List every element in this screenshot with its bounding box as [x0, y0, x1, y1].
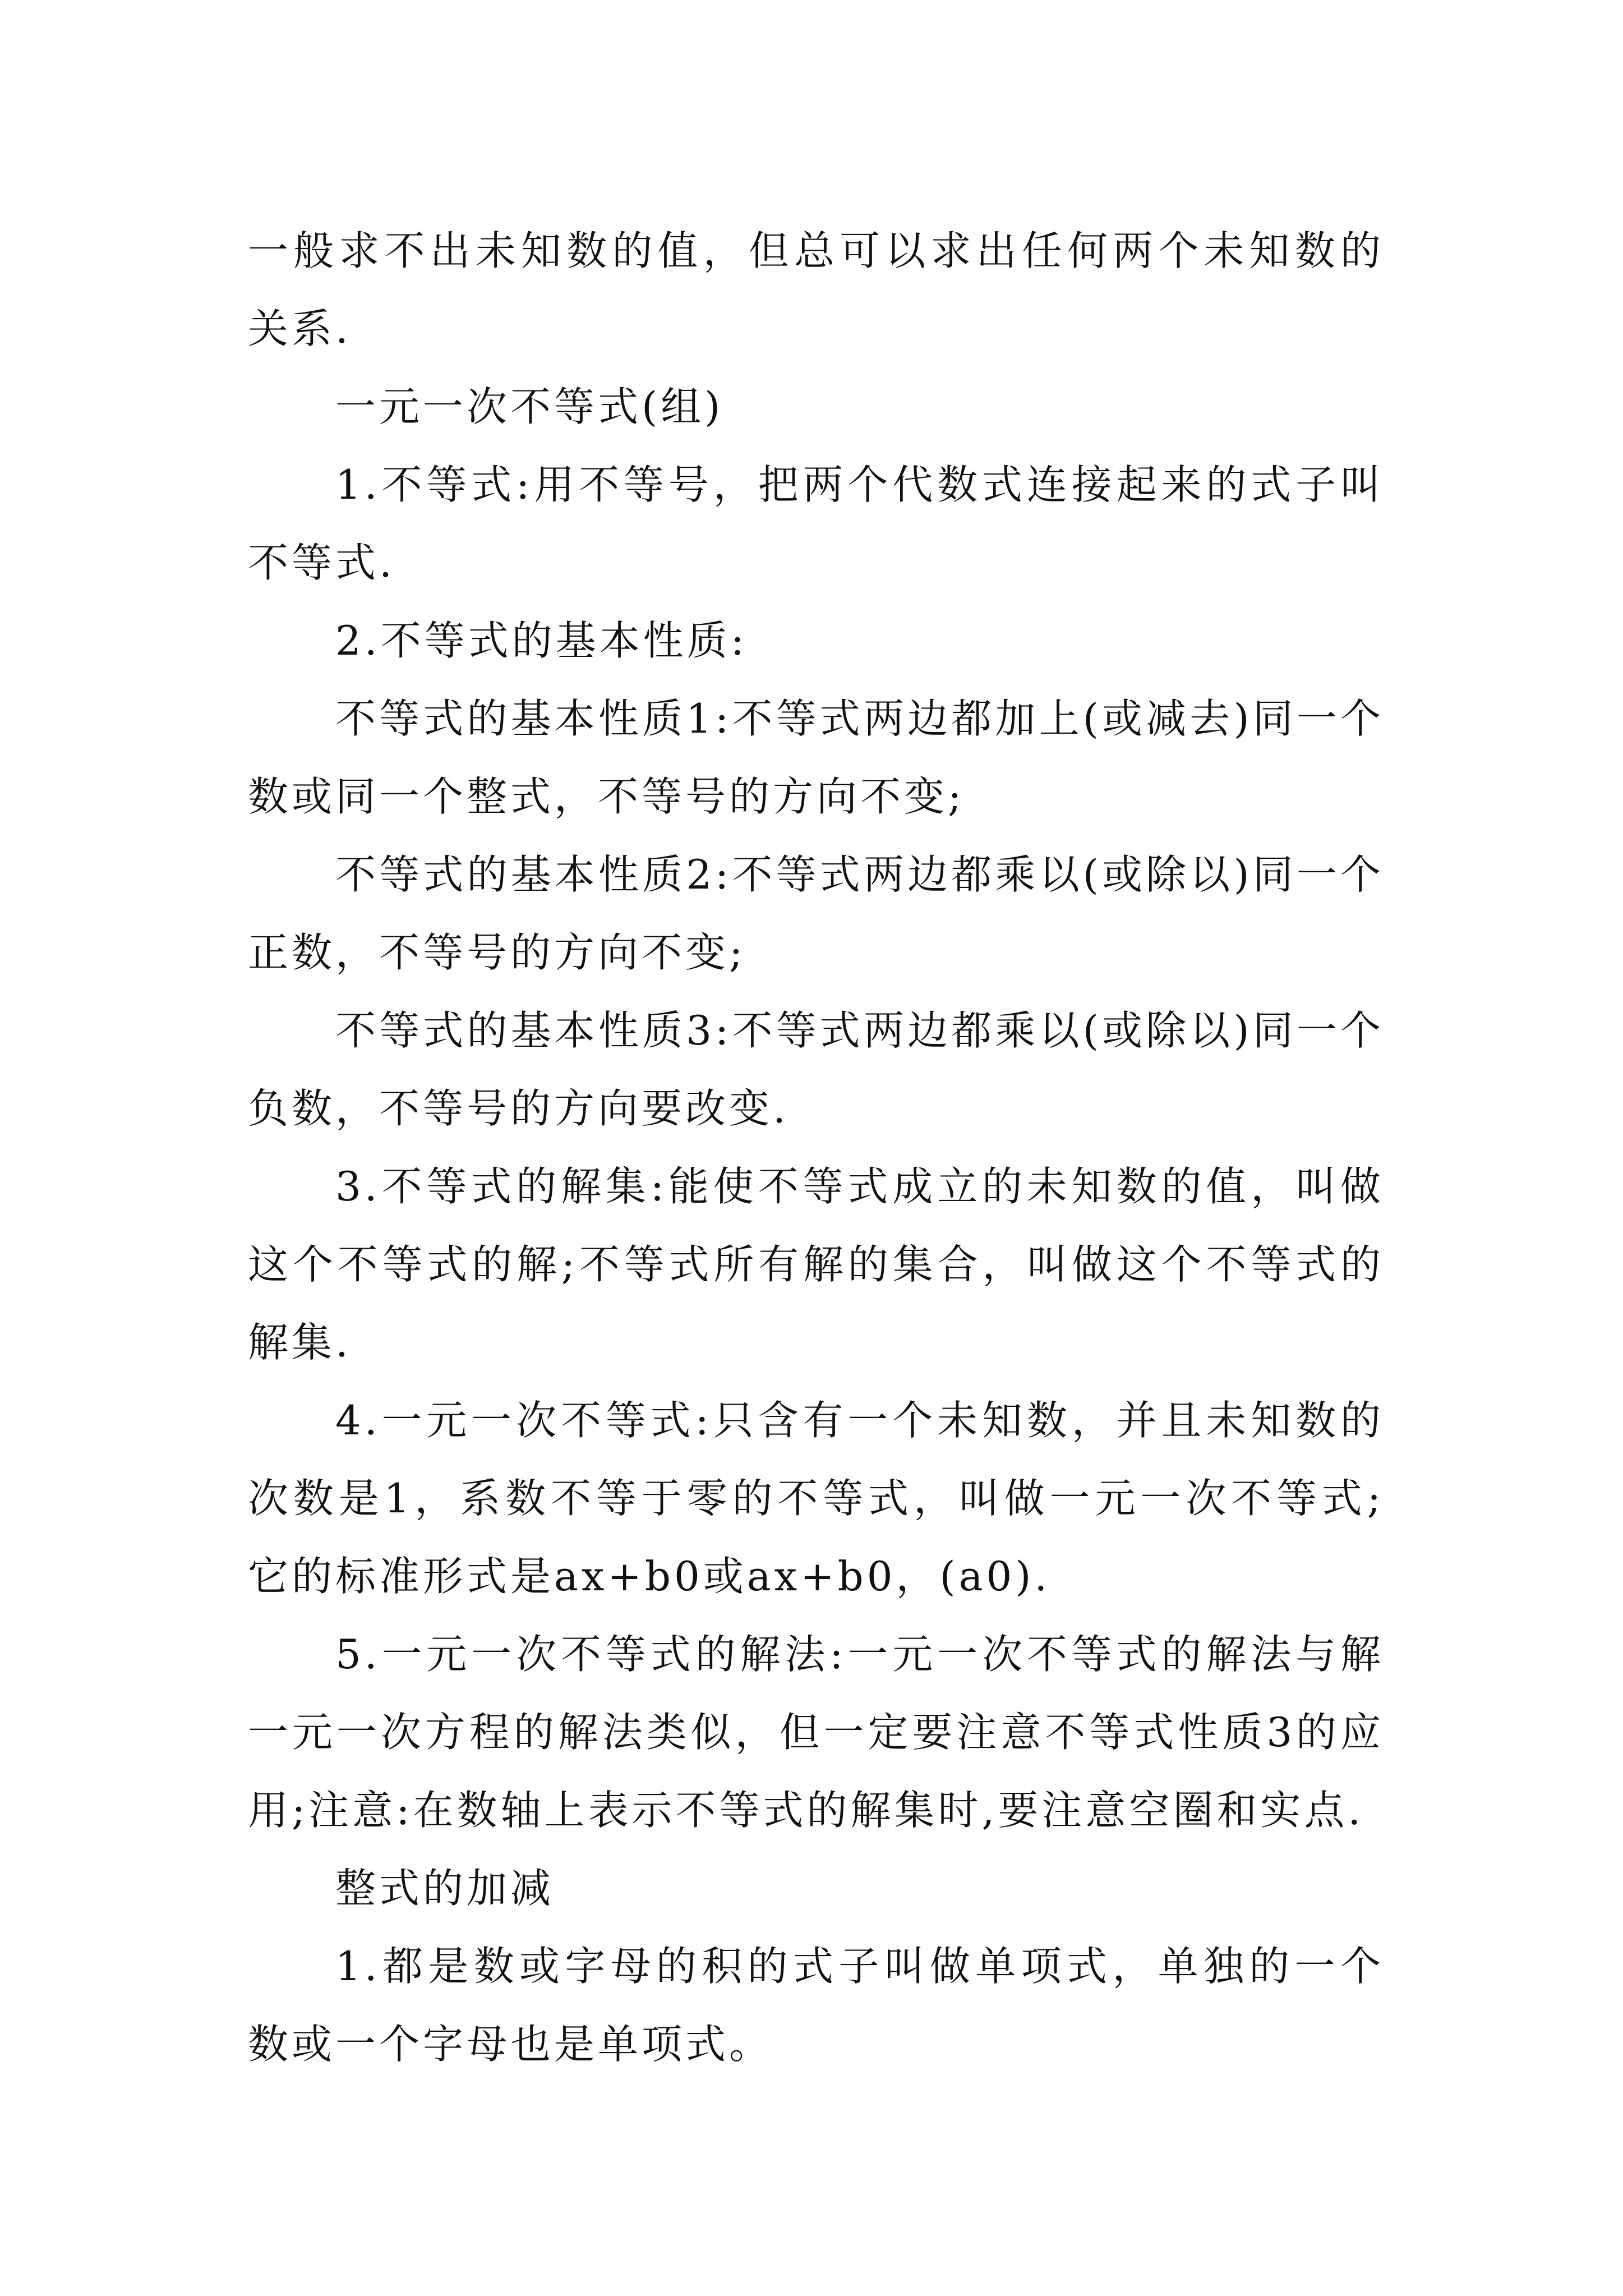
paragraph-property-3: 不等式的基本性质3:不等式两边都乘以(或除以)同一个负数，不等号的方向要改变.	[248, 1007, 1384, 1132]
paragraph-solving-method: 5.一元一次不等式的解法:一元一次不等式的解法与解一元一次方程的解法类似，但一定要注意不等式性质3的应用;注意:在数轴上表示不等式的解集时,要注意空圈和实点.	[248, 1631, 1384, 1834]
section-heading-inequalities: 一元一次不等式(组)	[335, 383, 724, 430]
paragraph-continuation: 一般求不出未知数的值，但总可以求出任何两个未知数的关系.	[248, 227, 1384, 352]
paragraph-basic-properties: 2.不等式的基本性质:	[335, 617, 748, 664]
paragraph-linear-inequality: 4.一元一次不等式:只含有一个未知数，并且未知数的次数是1，系数不等于零的不等式，叫做一元一次不等式;它的标准形式是ax+b0或ax+b0，(a0).	[248, 1397, 1384, 1600]
paragraph-property-1: 不等式的基本性质1:不等式两边都加上(或减去)同一个数或同一个整式，不等号的方向不变;	[248, 695, 1384, 820]
paragraph-inequality-definition: 1.不等式:用不等号，把两个代数式连接起来的式子叫不等式.	[248, 461, 1384, 586]
paragraph-monomial-definition: 1.都是数或字母的积的式子叫做单项式，单独的一个数或一个字母也是单项式。	[248, 1943, 1384, 2068]
paragraph-solution-set: 3.不等式的解集:能使不等式成立的未知数的值，叫做这个不等式的解;不等式所有解的集合，叫做这个不等式的解集.	[248, 1163, 1384, 1366]
section-heading-polynomials: 整式的加减	[335, 1865, 555, 1912]
paragraph-property-2: 不等式的基本性质2:不等式两边都乘以(或除以)同一个正数，不等号的方向不变;	[248, 851, 1384, 976]
document-page	[248, 212, 1384, 2083]
